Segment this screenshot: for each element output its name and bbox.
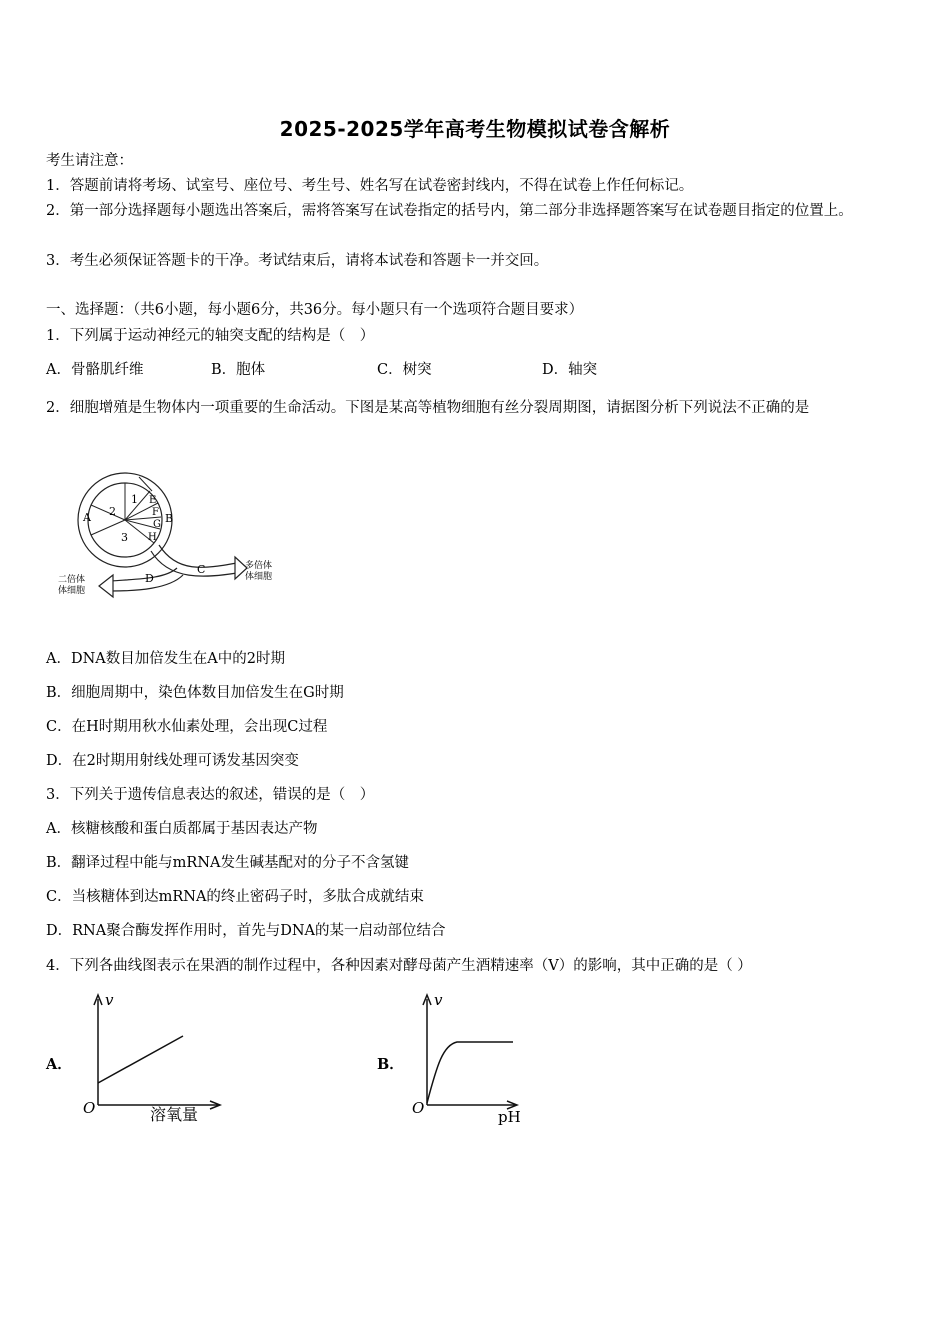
label-c: C <box>197 563 206 576</box>
label-1: 1 <box>131 493 138 506</box>
notice-item-3: 3．考生必须保证答题卡的干净。考试结束后，请将本试卷和答题卡一并交回。 <box>46 253 549 269</box>
graph-a-origin: O <box>83 1099 96 1117</box>
q3-option-c: C．当核糖体到达mRNA的终止密码子时，多肽合成就结束 <box>46 889 424 905</box>
q3-option-d: D．RNA聚合酶发挥作用时，首先与DNA的某一启动部位结合 <box>46 923 446 939</box>
q2-option-a: A．DNA数目加倍发生在A中的2时期 <box>46 651 285 667</box>
arrow-d-head <box>99 575 113 597</box>
graph-b-y-label: v <box>434 991 443 1009</box>
cell-cycle-figure <box>55 465 290 605</box>
label-3: 3 <box>121 531 128 544</box>
q1-option-b: B．胞体 <box>211 362 266 378</box>
graph-a-option-label: A． <box>46 1056 72 1073</box>
q3-option-b: B．翻译过程中能与mRNA发生碱基配对的分子不含氢键 <box>46 855 409 871</box>
q3-stem: 3．下列关于遗传信息表达的叙述，错误的是（ ） <box>46 787 375 803</box>
q2-option-d: D．在2时期用射线处理可诱发基因突变 <box>46 753 299 769</box>
q2-stem: 2．细胞增殖是生物体内一项重要的生命活动。下图是某高等植物细胞有丝分裂周期图，请据图分析下列说法不正确的是 <box>46 400 810 416</box>
label-2: 2 <box>109 505 116 518</box>
label-a: A <box>83 511 91 524</box>
notice-heading: 考生请注意： <box>46 153 133 169</box>
graph-b-origin: O <box>412 1099 425 1117</box>
graph-b-curve <box>427 1042 513 1103</box>
q1-option-d: D．轴突 <box>542 362 598 378</box>
graph-b-x-label: pH <box>498 1108 521 1126</box>
q1-stem: 1．下列属于运动神经元的轴突支配的结构是（ ） <box>46 328 375 344</box>
graph-b-option-label: B． <box>377 1056 404 1073</box>
label-e: E <box>149 495 157 506</box>
q2-option-c: C．在H时期用秋水仙素处理，会出现C过程 <box>46 719 328 735</box>
section-heading: 一、选择题：（共6小题，每小题6分，共36分。每小题只有一个选项符合题目要求） <box>46 302 584 318</box>
graph-b <box>405 985 555 1130</box>
label-f: F <box>152 507 159 518</box>
notice-item-1: 1．答题前请将考场、试室号、座位号、考生号、姓名写在试卷密封线内，不得在试卷上作任何标记。 <box>46 178 694 194</box>
q1-option-a: A．骨骼肌纤维 <box>46 362 144 378</box>
diploid-label-line1: 二倍体 <box>58 575 86 585</box>
label-d: D <box>145 572 154 585</box>
graph-a-x-label: 溶氧量 <box>150 1105 199 1124</box>
path-c-line-bottom <box>151 551 237 576</box>
graph-a-curve <box>98 1036 183 1083</box>
polyploid-label-line2: 体细胞 <box>245 572 273 582</box>
graph-a-y-label: v <box>105 991 114 1009</box>
q4-stem: 4．下列各曲线图表示在果酒的制作过程中，各种因素对酵母菌产生酒精速率（V）的影响，其中正确的是（ ） <box>46 958 752 974</box>
label-h: H <box>148 532 157 543</box>
page-title: 2025-2025学年高考生物模拟试卷含解析 <box>279 117 671 141</box>
q3-option-a: A．核糖核酸和蛋白质都属于基因表达产物 <box>46 821 318 837</box>
label-g: G <box>153 519 161 530</box>
graph-a <box>78 985 228 1130</box>
polyploid-label-line1: 多倍体 <box>245 561 273 571</box>
q1-option-c: C．树突 <box>377 362 432 378</box>
q2-option-b: B．细胞周期中，染色体数目加倍发生在G时期 <box>46 685 344 701</box>
diploid-label-line2: 体细胞 <box>58 586 86 596</box>
label-b: B <box>165 512 174 525</box>
path-d-line-top <box>111 568 177 581</box>
notice-item-2: 2．第一部分选择题每小题选出答案后，需将答案写在试卷指定的括号内，第二部分非选择题答案写在试卷题目指定的位置上。 <box>46 203 853 219</box>
